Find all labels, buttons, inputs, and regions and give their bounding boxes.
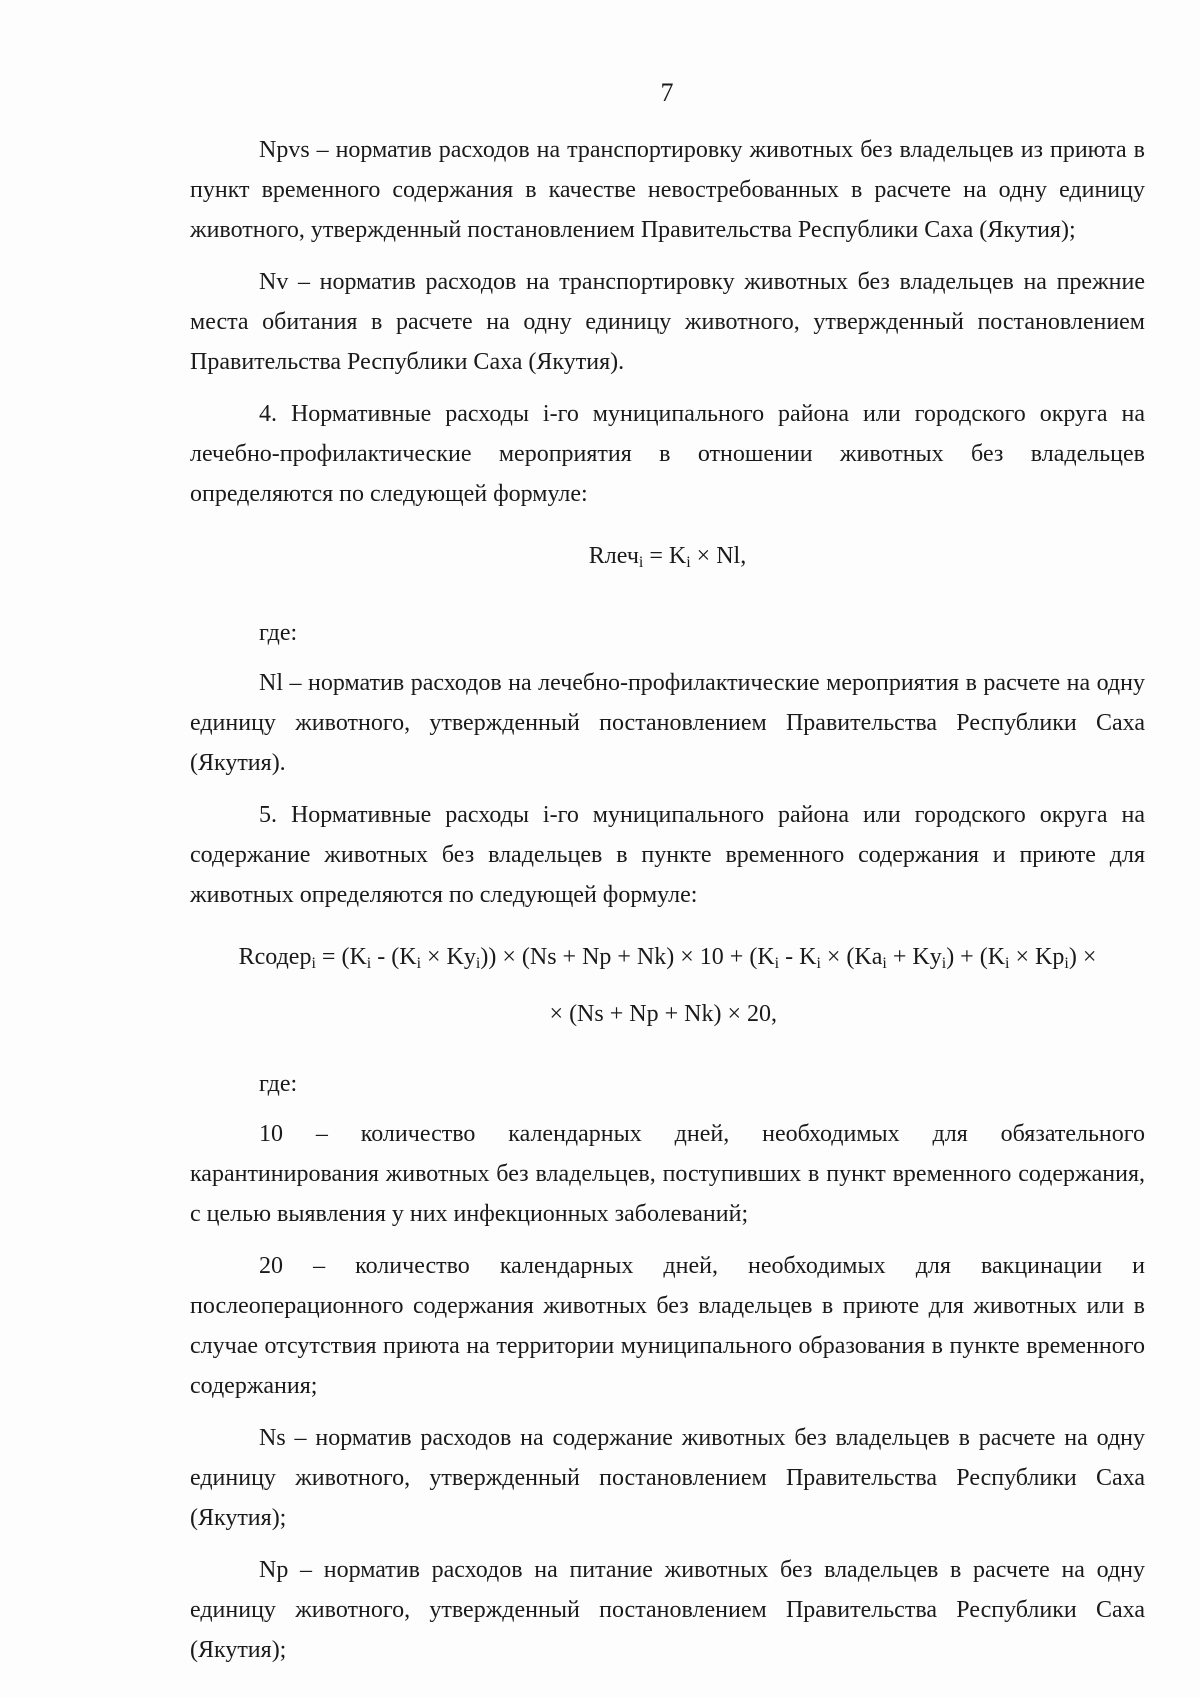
document-body bbox=[190, 130, 1145, 1682]
formula-text: ) × bbox=[1068, 944, 1097, 970]
formula-text: )) × (Ns + Np + Nk) × 10 + (K bbox=[480, 944, 775, 970]
paragraph-item-4: 4. Нормативные расходы i-го муниципального района или городского округа на лечебно-профилактические мероприятия в отношении животных без владельцев определяются по следующей формуле: bbox=[190, 401, 1145, 507]
paragraph-nl: Nl – норматив расходов на лечебно-профилактические мероприятия в расчете на одну единицу животного, утвержденный постановлением Правительства Республики Саха (Якутия). bbox=[190, 670, 1145, 776]
formula-text: × Kp bbox=[1009, 944, 1065, 970]
paragraph-item-5: 5. Нормативные расходы i-го муниципального района или городского округа на содержание животных без владельцев в пункте временного содержания и приюте для животных определяются по следующей формуле: bbox=[190, 802, 1145, 908]
formula-rsoder-line-1 bbox=[190, 937, 1145, 984]
formula-text: - K bbox=[779, 944, 817, 970]
page-number: 7 bbox=[660, 78, 674, 107]
formula-text: + Ky bbox=[886, 944, 942, 970]
formula-text: ) + (K bbox=[946, 944, 1006, 970]
formula-rlech-eq: = K bbox=[643, 543, 687, 569]
formula-rsoder bbox=[190, 937, 1145, 1034]
formula-rlech-lhs: Rлеч bbox=[588, 543, 639, 569]
where-label: где: bbox=[259, 1071, 298, 1097]
formula-text: - (K bbox=[371, 944, 417, 970]
formula-subscript: i bbox=[416, 955, 422, 972]
formula-text: = (K bbox=[315, 944, 367, 970]
paragraph-nv: Nv – норматив расходов на транспортировку животных без владельцев на прежние места обитания в расчете на одну единицу животного, утвержденный постановлением Правительства Республики Саха (Якутия). bbox=[190, 269, 1145, 375]
paragraph-20-days: 20 – количество календарных дней, необходимых для вакцинации и послеоперационного содержания животных без владельцев в приюте для животных или в случае отсутствия приюта на территории муниципального образования в пункте временного содержания; bbox=[190, 1253, 1145, 1399]
formula-subscript: i bbox=[638, 554, 644, 571]
formula-text: Rсодер bbox=[238, 944, 312, 970]
paragraph-npvs: Npvs – норматив расходов на транспортировку животных без владельцев из приюта в пункт временного содержания в качестве невостребованных в расчете на одну единицу животного, утвержденный постановлением Правительства Республики Саха (Якутия); bbox=[190, 137, 1145, 243]
formula-subscript: i bbox=[774, 955, 780, 972]
formula-subscript: i bbox=[1064, 955, 1069, 972]
where-label: где: bbox=[259, 620, 298, 646]
formula-subscript: i bbox=[1005, 955, 1010, 972]
formula-subscript: i bbox=[475, 955, 481, 972]
formula-rlech bbox=[190, 536, 1145, 583]
formula-subscript: i bbox=[941, 955, 947, 972]
formula-subscript: i bbox=[816, 955, 821, 972]
formula-text: × (Ka bbox=[820, 944, 883, 970]
formula-text: × Ky bbox=[421, 944, 476, 970]
paragraph-np: Np – норматив расходов на питание животных без владельцев в расчете на одну единицу животного, утвержденный постановлением Правительства Республики Саха (Якутия); bbox=[190, 1557, 1145, 1663]
formula-subscript: i bbox=[882, 955, 887, 972]
formula-rlech-rhs: × Nl, bbox=[690, 543, 747, 569]
paragraph-10-days: 10 – количество календарных дней, необходимых для обязательного карантинирования животных без владельцев, поступивших в пункт временного содержания, с целью выявления у них инфекционных заболеваний; bbox=[190, 1121, 1145, 1227]
formula-rsoder-line-2: × (Ns + Np + Nk) × 20, bbox=[549, 1001, 777, 1027]
paragraph-ns: Ns – норматив расходов на содержание животных без владельцев в расчете на одну единицу животного, утвержденный постановлением Правительства Республики Саха (Якутия); bbox=[190, 1425, 1145, 1531]
formula-subscript: i bbox=[366, 955, 372, 972]
formula-subscript: i bbox=[686, 554, 691, 571]
formula-subscript: i bbox=[311, 955, 316, 972]
